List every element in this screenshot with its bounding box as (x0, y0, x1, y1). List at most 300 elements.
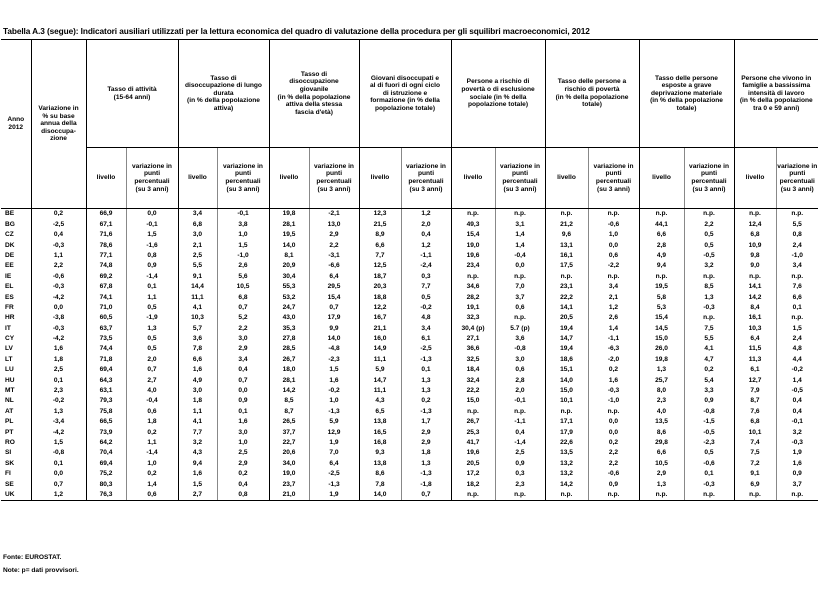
country-code: IE (5, 272, 12, 280)
table-cell: 2,9 (639, 469, 684, 479)
table-cell: 0,0 (588, 417, 639, 427)
table-cell: 5,7 (178, 323, 217, 333)
table-cell: 4,0 (639, 406, 684, 416)
table-cell: 67,1 (86, 219, 126, 229)
table-cell: 19,6 (451, 448, 495, 458)
table-cell: 73,5 (86, 334, 126, 344)
country-code: DK (5, 241, 15, 249)
table-cell: 4,4 (776, 354, 818, 364)
table-cell: 0,9 (217, 396, 269, 406)
table-cell: 3,7 (495, 292, 545, 302)
table-cell: 35,3 (269, 323, 309, 333)
table-cell: 6,8 (217, 292, 269, 302)
material-deprivation-header: Tasso delle persone esposte a grave deprivazione materiale (in % della popolazione totale) (639, 40, 734, 148)
table-cell: 19,4 (545, 323, 588, 333)
table-cell: 15,1 (545, 365, 588, 375)
table-cell: 2,2 (309, 240, 359, 250)
table-cell: 2,2 (588, 458, 639, 468)
table-row (1, 354, 818, 364)
table-cell: 5,2 (217, 313, 269, 323)
table-cell: 3,4 (776, 261, 818, 271)
table-cell: 19,8 (639, 354, 684, 364)
table-cell: 0,7 (217, 375, 269, 385)
unemployment-change-header: Variazione in % su base annua della disoccupa- zione (31, 40, 86, 209)
table-cell: 18,4 (451, 365, 495, 375)
table-cell: 30,4 (269, 271, 309, 281)
table-cell: n.p. (495, 406, 545, 416)
country-code: IT (5, 324, 11, 332)
table-cell: -0,3 (588, 386, 639, 396)
table-cell: 79,3 (86, 396, 126, 406)
table-cell: 1,8 (401, 448, 451, 458)
table-cell: 2,9 (309, 230, 359, 240)
table-cell: 9,1 (734, 469, 776, 479)
table-cell: -0,5 (776, 386, 818, 396)
table-cell: 69,2 (86, 271, 126, 281)
table-cell: -0,2 (401, 303, 451, 313)
table-cell: 5,9 (359, 365, 401, 375)
country-code: FR (5, 303, 14, 311)
table-cell: 60,5 (86, 313, 126, 323)
table-cell: 8,9 (359, 230, 401, 240)
table-cell: n.p. (451, 209, 495, 220)
table-cell: 2,0 (401, 219, 451, 229)
table-cell: 2,9 (217, 458, 269, 468)
table-cell: -2,5 (309, 469, 359, 479)
table-cell: 6,6 (639, 448, 684, 458)
table-cell: 13,5 (639, 417, 684, 427)
subheader-row (1, 148, 818, 209)
table-row (1, 490, 818, 501)
long-term-unemployment-header: Tasso di disoccupazione di lungo durata (in % della popolazione attiva) (178, 40, 269, 148)
table-cell: 3,4 (588, 282, 639, 292)
table-cell: 73,9 (86, 427, 126, 437)
table-cell: 55,3 (269, 282, 309, 292)
table-cell: 2,3 (495, 479, 545, 489)
table-cell: 1,8 (178, 396, 217, 406)
country-code: HU (5, 376, 15, 384)
table-cell: 14,0 (269, 240, 309, 250)
table-cell: -2,2 (588, 261, 639, 271)
table-cell: 15,4 (309, 292, 359, 302)
table-cell: 66,5 (86, 417, 126, 427)
table-cell: 26,0 (639, 344, 684, 354)
subheader-variazione: variazione in punti percentuali (su 3 anni) (401, 148, 451, 209)
table-cell: 14,1 (545, 303, 588, 313)
table-cell: 11,3 (734, 354, 776, 364)
table-cell: -6,3 (588, 344, 639, 354)
table-cell: 1,3 (639, 479, 684, 489)
table-row (1, 479, 818, 489)
table-row (1, 406, 818, 416)
table-cell: 0,7 (31, 479, 86, 489)
table-cell: 3,2 (776, 427, 818, 437)
table-cell: n.p. (684, 490, 734, 501)
table-cell: -0,2 (309, 386, 359, 396)
table-cell: 1,0 (217, 438, 269, 448)
table-cell: 71,8 (86, 354, 126, 364)
table-cell: n.p. (734, 209, 776, 220)
table-cell: 16,8 (359, 438, 401, 448)
table-cell: 19,6 (451, 251, 495, 261)
table-cell: 1,4 (588, 323, 639, 333)
table-cell: 0,7 (126, 365, 178, 375)
country-code: DE (5, 251, 15, 259)
table-cell: 21,5 (359, 219, 401, 229)
table-cell: 2,1 (588, 292, 639, 302)
table-cell: 1,0 (588, 230, 639, 240)
table-cell: 2,4 (776, 240, 818, 250)
table-cell: 13,2 (545, 458, 588, 468)
country-code: CY (5, 335, 15, 343)
table-cell: 8,5 (269, 396, 309, 406)
poverty-risk-header: Tasso delle persone a rischio di povertà (in % della popolazione totale) (545, 40, 639, 148)
table-cell: 21,1 (359, 323, 401, 333)
table-cell: n.p. (588, 271, 639, 281)
table-cell: 14,0 (359, 490, 401, 501)
table-cell: 11,1 (178, 292, 217, 302)
table-cell: -1,8 (401, 479, 451, 489)
table-cell: 23,4 (451, 261, 495, 271)
table-cell: -2,3 (309, 354, 359, 364)
table-cell: 1,2 (401, 240, 451, 250)
table-cell: 13,8 (359, 458, 401, 468)
country-code: BG (5, 220, 15, 228)
table-cell: 0,2 (588, 365, 639, 375)
table-row (1, 323, 818, 333)
table-cell: n.p. (776, 490, 818, 501)
table-cell: 5,5 (684, 334, 734, 344)
table-cell: -0,3 (31, 240, 86, 250)
subheader-livello: livello (86, 148, 126, 209)
table-cell: 2,9 (401, 438, 451, 448)
table-cell: 9,4 (639, 261, 684, 271)
table-cell: 1,8 (126, 417, 178, 427)
table-cell: 0,4 (776, 396, 818, 406)
table-cell: 0,5 (126, 344, 178, 354)
table-cell: 1,9 (309, 490, 359, 501)
table-cell: 30,4 (p) (451, 323, 495, 333)
table-cell: 12,9 (309, 427, 359, 437)
source-note: Fonte: EUROSTAT. (3, 554, 62, 561)
table-cell: 26,7 (269, 354, 309, 364)
table-cell: 6,6 (639, 230, 684, 240)
table-cell: 0,4 (217, 479, 269, 489)
table-cell: 20,5 (451, 458, 495, 468)
table-cell: 2,7 (178, 490, 217, 501)
table-cell: -0,3 (684, 303, 734, 313)
table-cell: 0,1 (401, 365, 451, 375)
table-cell: 0,6 (495, 303, 545, 313)
table-cell: 7,6 (776, 282, 818, 292)
table-cell: 13,2 (545, 469, 588, 479)
table-cell: -1,6 (126, 240, 178, 250)
table-header (1, 40, 818, 209)
table-cell: 1,1 (126, 292, 178, 302)
table-cell: -4,8 (309, 344, 359, 354)
table-cell: 19,5 (269, 230, 309, 240)
table-cell: 14,1 (734, 282, 776, 292)
subheader-livello: livello (545, 148, 588, 209)
table-cell: 74,8 (86, 261, 126, 271)
table-cell: 9,4 (178, 458, 217, 468)
table-cell: -0,3 (31, 282, 86, 292)
country-code: EE (5, 262, 14, 270)
table-cell: 1,6 (309, 375, 359, 385)
subheader-variazione: variazione in punti percentuali (su 3 anni) (588, 148, 639, 209)
subheader-variazione: variazione in punti percentuali (su 3 anni) (495, 148, 545, 209)
table-title: Tabella A.3 (segue): Indicatori ausiliari utilizzati per la lettura economica del quadro di valutazione della procedura per gli squilibri macroeconomici, 2012 (3, 26, 590, 36)
table-row (1, 240, 818, 250)
table-cell: 2,9 (401, 427, 451, 437)
table-row (1, 261, 818, 271)
table-row (1, 448, 818, 458)
table-cell: 1,3 (639, 365, 684, 375)
table-cell: 1,0 (309, 396, 359, 406)
table-cell: n.p. (684, 271, 734, 281)
table-cell: -1,3 (309, 479, 359, 489)
table-cell: 11,5 (734, 344, 776, 354)
table-cell: n.p. (545, 406, 588, 416)
table-cell: 6,4 (309, 271, 359, 281)
table-cell: 6,6 (776, 292, 818, 302)
country-code: LV (5, 345, 13, 353)
table-cell: 3,4 (217, 354, 269, 364)
table-cell: 10,9 (734, 240, 776, 250)
table-cell: 7,8 (178, 344, 217, 354)
table-cell: -0,4 (495, 251, 545, 261)
table-cell: -2,0 (588, 354, 639, 364)
activity-rate-header: Tasso di attività (15-64 anni) (86, 40, 178, 148)
table-cell: 7,9 (734, 386, 776, 396)
table-cell: -0,8 (31, 448, 86, 458)
table-cell: 2,8 (495, 375, 545, 385)
table-cell: 15,4 (451, 230, 495, 240)
table-notes (3, 551, 79, 577)
table-cell: 4,3 (178, 448, 217, 458)
table-cell: 9,6 (545, 230, 588, 240)
country-code: BE (5, 210, 15, 218)
table-cell: 7,0 (309, 448, 359, 458)
table-cell: -0,1 (776, 417, 818, 427)
table-cell: 22,6 (545, 438, 588, 448)
table-cell: 4,1 (684, 344, 734, 354)
table-cell: 2,8 (639, 240, 684, 250)
table-cell: 64,2 (86, 438, 126, 448)
table-cell: 0,9 (684, 396, 734, 406)
table-cell: -1,0 (217, 251, 269, 261)
table-cell: 2,0 (126, 354, 178, 364)
table-cell: 36,6 (451, 344, 495, 354)
table-cell: 14,7 (545, 334, 588, 344)
table-cell: 7,2 (734, 458, 776, 468)
table-cell: 1,6 (776, 458, 818, 468)
table-cell: 5,8 (639, 292, 684, 302)
table-cell: n.p. (639, 490, 684, 501)
country-code: NL (5, 397, 14, 405)
table-cell: -0,6 (588, 219, 639, 229)
table-cell: 7,8 (359, 479, 401, 489)
table-cell: 1,5 (178, 479, 217, 489)
table-cell: -0,1 (495, 396, 545, 406)
table-row (1, 438, 818, 448)
table-cell: 24,7 (269, 303, 309, 313)
table-cell: 14,4 (178, 282, 217, 292)
table-cell: -1,4 (126, 271, 178, 281)
table-cell: 14,7 (359, 375, 401, 385)
table-cell: 28,2 (451, 292, 495, 302)
country-code: RO (5, 439, 15, 446)
subheader-variazione: variazione in punti percentuali (su 3 anni) (309, 148, 359, 209)
table-cell: 2,2 (684, 219, 734, 229)
table-cell: 0,9 (495, 458, 545, 468)
table-cell: 0,1 (31, 375, 86, 385)
subheader-livello: livello (734, 148, 776, 209)
table-cell: 8,7 (269, 406, 309, 416)
table-cell: 0,4 (495, 427, 545, 437)
table-cell: 19,0 (269, 469, 309, 479)
table-cell: -1,5 (684, 417, 734, 427)
table-row (1, 396, 818, 406)
table-cell: n.p. (451, 490, 495, 501)
table-cell: 15,0 (639, 334, 684, 344)
table-cell: 0,2 (126, 427, 178, 437)
table-cell: 32,5 (451, 354, 495, 364)
table-cell: 1,0 (217, 230, 269, 240)
table-cell: 6,6 (359, 240, 401, 250)
table-body (1, 209, 818, 501)
table-cell: 5,9 (309, 417, 359, 427)
table-cell: 26,7 (451, 417, 495, 427)
table-cell: -2,3 (684, 438, 734, 448)
table-cell: 6,8 (178, 219, 217, 229)
table-cell: 0,0 (126, 209, 178, 220)
neet-header: Giovani disoccupati e al di fuori di ogni ciclo di istruzione e formazione (in % della popolazione totale) (359, 40, 451, 148)
table-cell: 13,1 (545, 240, 588, 250)
table-cell: n.p. (545, 490, 588, 501)
table-cell: 80,3 (86, 479, 126, 489)
table-cell: 28,1 (269, 219, 309, 229)
table-cell: 1,1 (31, 251, 86, 261)
country-code: PL (5, 418, 14, 426)
table-row (1, 458, 818, 468)
table-cell: -1,1 (495, 417, 545, 427)
table-cell: 4,0 (126, 386, 178, 396)
table-cell: 20,9 (269, 261, 309, 271)
table-cell: 44,1 (639, 219, 684, 229)
table-cell: 3,0 (217, 334, 269, 344)
table-cell: 6,8 (734, 230, 776, 240)
table-cell: 2,6 (588, 313, 639, 323)
table-cell: 0,1 (126, 282, 178, 292)
table-cell: 1,1 (178, 406, 217, 416)
table-cell: 3,6 (495, 334, 545, 344)
table-cell: 4,1 (178, 417, 217, 427)
table-cell: 9,3 (359, 448, 401, 458)
table-cell: 0,0 (495, 261, 545, 271)
table-cell: 9,8 (734, 251, 776, 261)
country-code: HR (5, 314, 15, 322)
table-cell: 1,6 (588, 375, 639, 385)
country-code: FI (5, 470, 11, 478)
table-cell: 1,9 (309, 438, 359, 448)
table-cell: 3,4 (401, 323, 451, 333)
table-cell: 5.7 (p) (495, 323, 545, 333)
table-cell: 7,0 (495, 282, 545, 292)
table-cell: 1,4 (495, 230, 545, 240)
country-code: SI (5, 449, 12, 457)
table-cell: -1,4 (495, 438, 545, 448)
table-cell: 1,7 (401, 417, 451, 427)
table-cell: n.p. (495, 313, 545, 323)
table-cell: n.p. (776, 271, 818, 281)
table-cell: 12,5 (359, 261, 401, 271)
subheader-livello: livello (451, 148, 495, 209)
table-cell: -2,5 (31, 219, 86, 229)
table-cell: 69,4 (86, 458, 126, 468)
table-cell: 6,1 (401, 334, 451, 344)
table-cell: 12,4 (734, 219, 776, 229)
table-cell: 1,5 (126, 230, 178, 240)
table-cell: 3,0 (495, 354, 545, 364)
youth-unemployment-header: Tasso di disoccupazione giovanile (in % della popolazione attiva della stessa fascia d'età) (269, 40, 359, 148)
table-cell: 0,0 (31, 469, 86, 479)
table-cell: 16,0 (359, 334, 401, 344)
provisional-note: Note: p= dati provvisori. (3, 567, 79, 574)
table-cell: 3,3 (684, 386, 734, 396)
table-cell: 0,6 (126, 406, 178, 416)
table-cell: 63,1 (86, 386, 126, 396)
table-cell: 2,2 (217, 323, 269, 333)
table-cell: 17,9 (545, 427, 588, 437)
table-row (1, 292, 818, 302)
table-cell: -1,3 (401, 406, 451, 416)
table-cell: 14,2 (269, 386, 309, 396)
table-cell: n.p. (588, 406, 639, 416)
table-cell: 28,5 (269, 344, 309, 354)
table-cell: 6,8 (734, 417, 776, 427)
subheader-variazione: variazione in punti percentuali (su 3 anni) (684, 148, 734, 209)
table-cell: 20,5 (545, 313, 588, 323)
table-row (1, 313, 818, 323)
table-cell: 7,7 (401, 282, 451, 292)
table-cell: 6,9 (734, 479, 776, 489)
table-cell: -4,2 (31, 427, 86, 437)
table-cell: 8,1 (269, 251, 309, 261)
table-cell: -1,4 (126, 448, 178, 458)
table-cell: 13,5 (545, 448, 588, 458)
table-cell: 29,5 (309, 282, 359, 292)
table-cell: 3,0 (217, 427, 269, 437)
table-cell: 6,4 (734, 334, 776, 344)
table-cell: 15,0 (451, 396, 495, 406)
table-cell: n.p. (776, 313, 818, 323)
table-cell: n.p. (451, 406, 495, 416)
table-cell: 1,6 (178, 469, 217, 479)
country-code: SE (5, 480, 14, 488)
table-cell: 14,5 (639, 323, 684, 333)
subheader-variazione: variazione in punti percentuali (su 3 anni) (776, 148, 818, 209)
table-cell: 10,3 (734, 323, 776, 333)
table-cell: 3,8 (217, 219, 269, 229)
table-row (1, 427, 818, 437)
table-cell: 23,1 (545, 282, 588, 292)
table-row (1, 303, 818, 313)
country-code: PT (5, 428, 14, 436)
country-code: UK (1, 490, 31, 501)
table-cell: 8,6 (359, 469, 401, 479)
table-cell: -2,1 (309, 209, 359, 220)
